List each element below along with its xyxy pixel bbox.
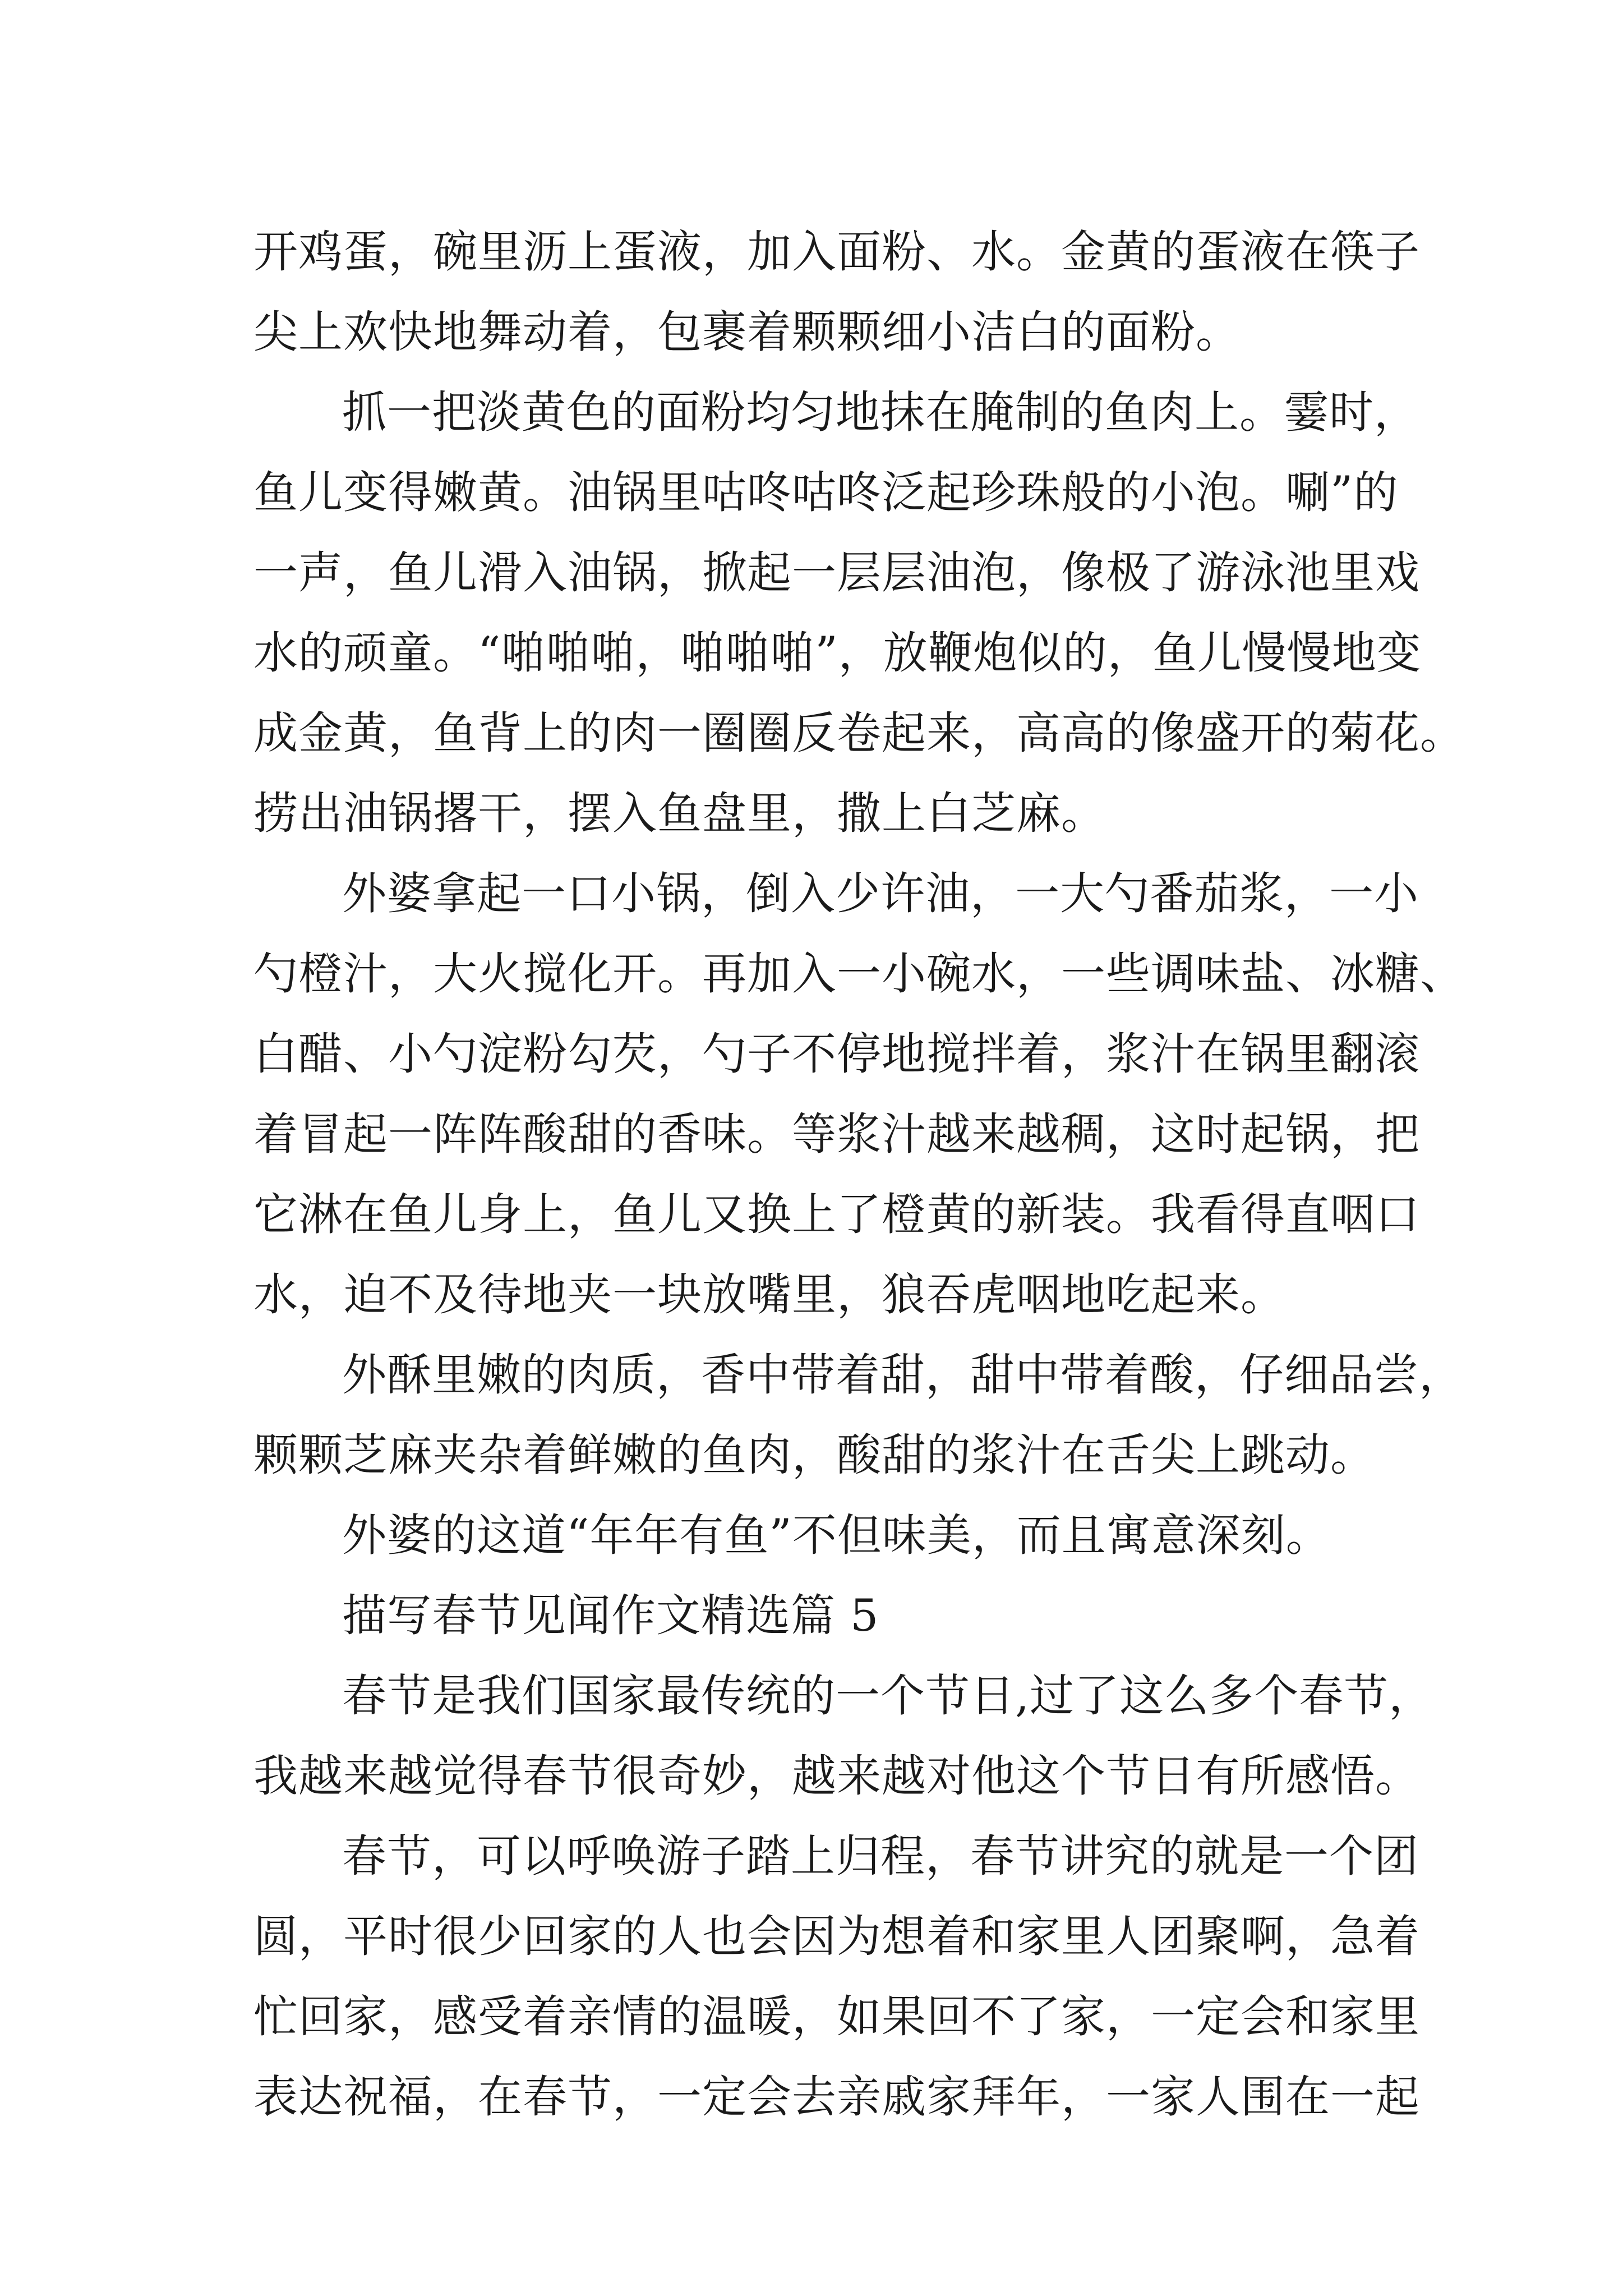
text-line: 圆，平时很少回家的人也会因为想着和家里人团聚啊，急着 [253,1911,1420,1962]
text-line: 表达祝福，在春节，一定会去亲戚家拜年，一家人围在一起 [253,2071,1420,2123]
paragraph-first-line: 春节，可以呼唤游子踏上归程，春节讲究的就是一个团 [342,1830,1419,1882]
text-line: 颗颗芝麻夹杂着鲜嫩的鱼肉，酸甜的浆汁在舌尖上跳动。 [253,1429,1375,1481]
text-line: 忙回家，感受着亲情的温暖，如果回不了家，一定会和家里 [253,1991,1420,2042]
paragraph-first-line: 外酥里嫩的肉质，香中带着甜，甜中带着酸，仔细品尝， [342,1349,1464,1401]
text-line: 开鸡蛋，碗里沥上蛋液，加入面粉、水。金黄的蛋液在筷子 [253,226,1420,278]
paragraph-first-line: 春节是我们国家最传统的一个节日,过了这么多个春节， [342,1670,1434,1722]
text-line: 白醋、小勺淀粉勾芡，勺子不停地搅拌着，浆汁在锅里翻滚 [253,1028,1420,1080]
text-line: 勺橙汁，大火搅化开。再加入一小碗水，一些调味盐、冰糖、 [253,948,1465,1000]
paragraph-first-line: 外婆的这道“年年有鱼”不但味美，而且寓意深刻。 [342,1510,1331,1561]
text-line: 着冒起一阵阵酸甜的香味。等浆汁越来越稠，这时起锅，把 [253,1108,1420,1160]
text-line: 捞出油锅撂干，摆入鱼盘里，撒上白芝麻。 [253,788,1106,839]
text-line: 成金黄，鱼背上的肉一圈圈反卷起来，高高的像盛开的菊花。 [253,707,1465,759]
text-line: 水的顽童。“啪啪啪，啪啪啪”，放鞭炮似的，鱼儿慢慢地变 [253,627,1422,679]
section-heading: 描写春节见闻作文精选篇 5 [342,1590,879,1641]
text-line: 水，迫不及待地夹一块放嘴里，狼吞虎咽地吃起来。 [253,1269,1285,1320]
text-line: 一声，鱼儿滑入油锅，掀起一层层油泡，像极了游泳池里戏 [253,547,1420,599]
text-line: 尖上欢快地舞动着，包裹着颗颗细小洁白的面粉。 [253,306,1241,358]
text-line: 我越来越觉得春节很奇妙，越来越对他这个节日有所感悟。 [253,1750,1420,1802]
paragraph-first-line: 外婆拿起一口小锅，倒入少许油，一大勺番茄浆，一小 [342,868,1419,919]
text-line: 鱼儿变得嫩黄。油锅里咕咚咕咚泛起珍珠般的小泡。唰”的 [253,467,1399,518]
document-body [253,212,1465,2137]
text-line: 它淋在鱼儿身上，鱼儿又换上了橙黄的新装。我看得直咽口 [253,1189,1420,1240]
paragraph-first-line: 抓一把淡黄色的面粉均匀地抹在腌制的鱼肉上。霎时， [342,386,1419,438]
